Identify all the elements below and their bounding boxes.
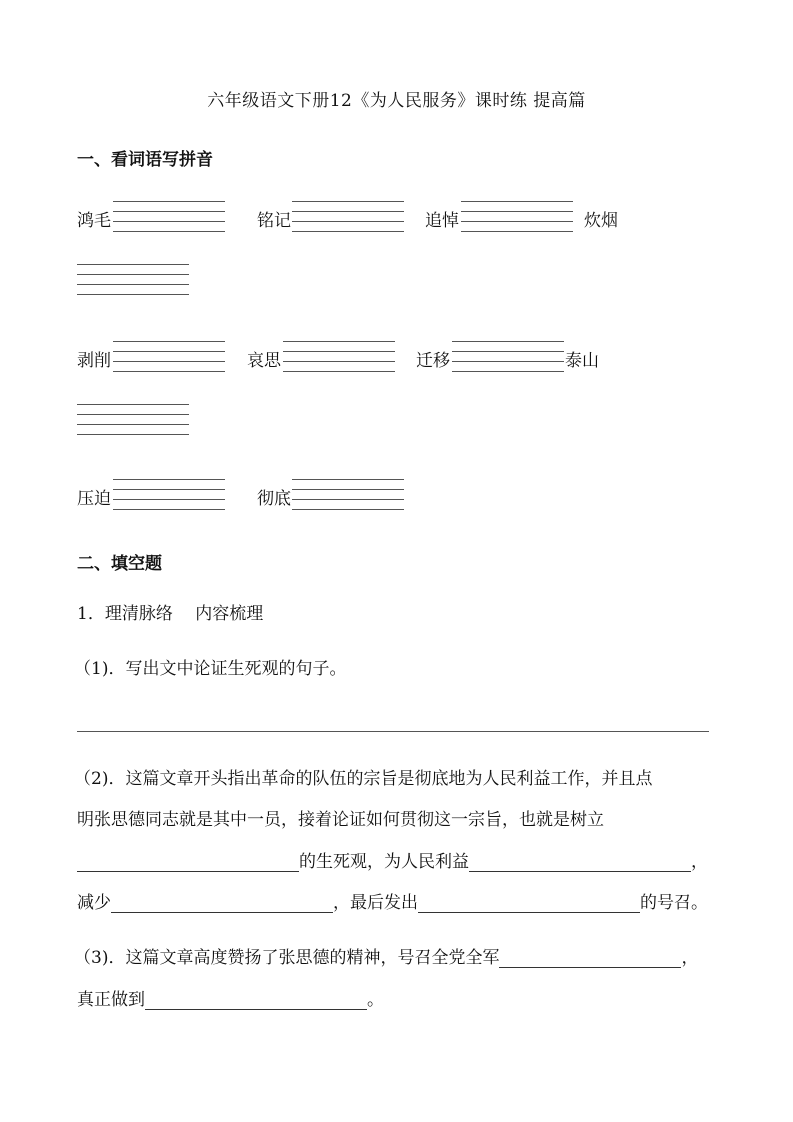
- question-1-2-line4: 减少 ，最后发出 的号召。: [77, 893, 708, 913]
- word-mingji: 铭记: [257, 211, 291, 231]
- question-1-3-line1: （3)．这篇文章高度赞扬了张思德的精神，号召全党全军 ，: [74, 948, 699, 968]
- question-1-2-line1: （2)．这篇文章开头指出革命的队伍的宗旨是彻底地为人民利益工作，并且点: [74, 769, 653, 789]
- pinyin-box-chedi[interactable]: [292, 479, 404, 521]
- pinyin-box-boxue[interactable]: [113, 341, 225, 383]
- word-chuiyan: 炊烟: [584, 211, 618, 231]
- section2-heading: 二、填空题: [77, 554, 162, 574]
- pinyin-box-taishan[interactable]: [77, 404, 189, 446]
- word-qianyi: 迁移: [416, 351, 450, 371]
- word-chedi: 彻底: [257, 489, 291, 509]
- pinyin-box-hongmao[interactable]: [113, 201, 225, 243]
- pinyin-box-zhuidao[interactable]: [461, 201, 573, 243]
- blank-final-call[interactable]: [418, 894, 640, 913]
- word-yapo: 压迫: [77, 489, 111, 509]
- pinyin-box-yapo[interactable]: [113, 479, 225, 521]
- pinyin-box-mingji[interactable]: [292, 201, 404, 243]
- question-1-1-text: （1)．写出文中论证生死观的句子。: [74, 659, 347, 679]
- blank-whole-party[interactable]: [499, 949, 681, 968]
- page-title: 六年级语文下册12《为人民服务》课时练 提高篇: [207, 91, 586, 111]
- pinyin-box-chuiyan[interactable]: [77, 264, 189, 306]
- blank-truly-achieve[interactable]: [145, 991, 367, 1010]
- question-1-2-line3: 的生死观，为人民利益 ，: [77, 852, 708, 872]
- section1-heading: 一、看词语写拼音: [77, 150, 213, 170]
- pinyin-box-qianyi[interactable]: [452, 341, 564, 383]
- word-taishan: 泰山: [565, 351, 599, 371]
- word-hongmao: 鸿毛: [77, 211, 111, 231]
- blank-reduce[interactable]: [111, 894, 333, 913]
- question-1-label: 1．理清脉络 内容梳理: [77, 604, 264, 624]
- word-aisi: 哀思: [247, 351, 281, 371]
- answer-line-1-1[interactable]: [77, 731, 709, 732]
- word-zhuidao: 追悼: [425, 211, 459, 231]
- question-1-3-line2: 真正做到 。: [77, 990, 384, 1010]
- blank-people-interest[interactable]: [469, 853, 691, 872]
- question-1-2-line2: 明张思德同志就是其中一员，接着论证如何贯彻这一宗旨，也就是树立: [77, 810, 604, 830]
- word-boxue: 剥削: [77, 351, 111, 371]
- blank-life-death-view[interactable]: [77, 853, 299, 872]
- pinyin-box-aisi[interactable]: [283, 341, 395, 383]
